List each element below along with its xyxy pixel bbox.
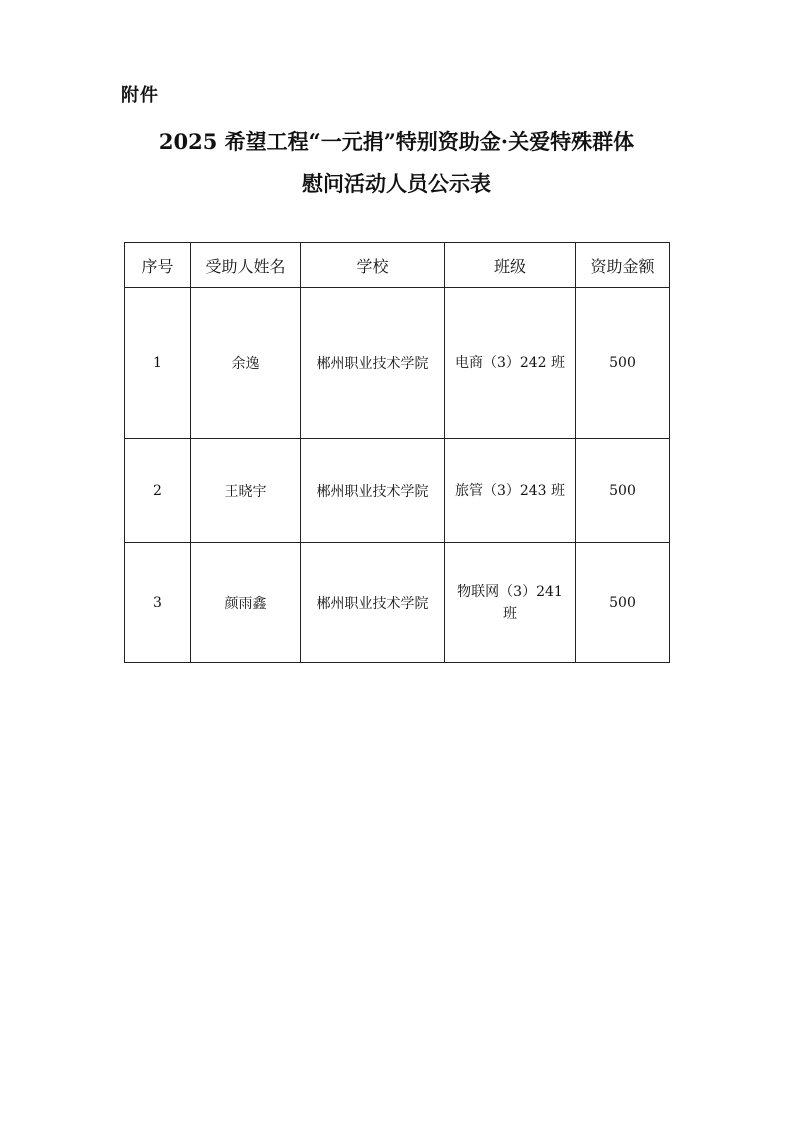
recipient-table [124, 242, 670, 663]
cell-name: 余逸 [191, 288, 301, 439]
cell-school: 郴州职业技术学院 [301, 288, 445, 439]
header-no: 序号 [125, 243, 191, 288]
title-line-2: 慰问活动人员公示表 [302, 171, 491, 196]
header-amount: 资助金额 [576, 243, 670, 288]
table-row [125, 288, 670, 439]
table-header-row [125, 243, 670, 288]
cell-no: 1 [125, 288, 191, 439]
cell-amount: 500 [576, 288, 670, 439]
cell-school: 郴州职业技术学院 [301, 439, 445, 543]
header-school: 学校 [301, 243, 445, 288]
header-name: 受助人姓名 [191, 243, 301, 288]
cell-no: 2 [125, 439, 191, 543]
cell-name: 颜雨鑫 [191, 543, 301, 663]
table-row [125, 439, 670, 543]
cell-name: 王晓宇 [191, 439, 301, 543]
table-row [125, 543, 670, 663]
cell-amount: 500 [576, 543, 670, 663]
cell-school: 郴州职业技术学院 [301, 543, 445, 663]
cell-no: 3 [125, 543, 191, 663]
title-line-1: 2025 希望工程“一元捐”特别资助金·关爱特殊群体 [158, 129, 635, 154]
cell-class: 电商（3）242 班 [445, 288, 576, 439]
cell-class: 旅管（3）243 班 [445, 439, 576, 543]
cell-amount: 500 [576, 439, 670, 543]
document-title [80, 121, 713, 205]
attachment-label: 附件 [121, 85, 159, 106]
cell-class: 物联网（3）241 班 [445, 543, 576, 663]
header-class: 班级 [445, 243, 576, 288]
